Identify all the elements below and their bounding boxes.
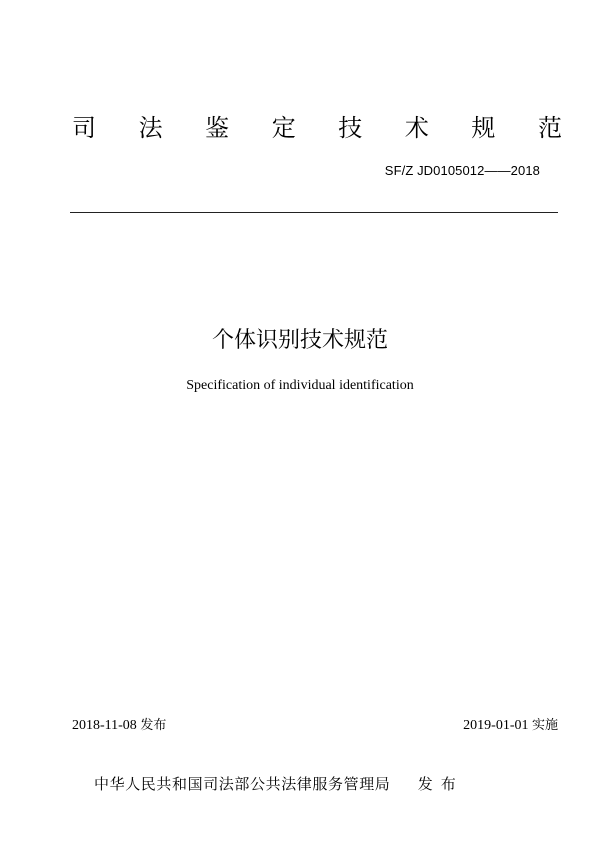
standard-number: SF/Z JD0105012——2018 (384, 163, 540, 178)
series-title-char: 定 (271, 114, 296, 142)
issuer-line (94, 773, 464, 795)
series-title-char: 范 (537, 114, 562, 142)
issuer-name: 中华人民共和国司法部公共法律服务管理局 (94, 775, 391, 793)
document-title-zh: 个体识别技术规范 (211, 328, 388, 353)
date-row (72, 716, 558, 736)
effective-date-group (463, 716, 558, 736)
document-title-en: Specification of individual identification (186, 378, 414, 393)
series-title-char: 法 (138, 114, 163, 142)
header-divider (70, 212, 558, 213)
series-title-char: 规 (471, 114, 496, 142)
publish-date: 2018-11-08 (72, 718, 137, 733)
effective-date: 2019-01-01 (463, 718, 529, 733)
series-title-char: 技 (338, 114, 363, 142)
series-title-char: 司 (72, 114, 96, 142)
publish-label: 发布 (140, 718, 167, 733)
publish-date-group (72, 716, 166, 736)
issue-label: 发布 (417, 775, 464, 793)
effective-label: 实施 (531, 718, 558, 733)
series-title-char: 鉴 (205, 114, 230, 142)
series-title (72, 112, 562, 144)
series-title-char: 术 (404, 114, 429, 142)
